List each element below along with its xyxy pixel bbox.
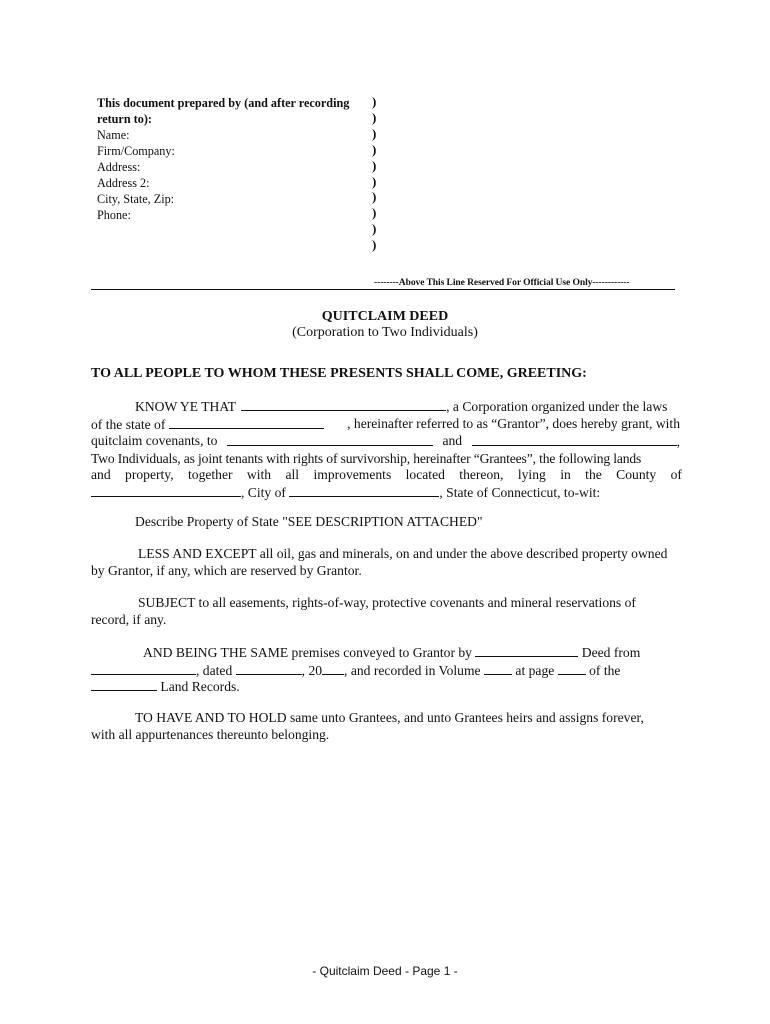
deed-from-blank[interactable]: [91, 662, 196, 675]
city-state-zip-field-label: City, State, Zip:: [97, 192, 175, 206]
conveyed-by-blank[interactable]: [475, 644, 578, 657]
year-blank[interactable]: [322, 662, 344, 675]
footer-suffix: -: [453, 964, 458, 978]
return-to-label: return to):: [97, 112, 152, 126]
land-records-text: Land Records.: [160, 679, 240, 695]
city-of-text: , City of: [241, 484, 286, 500]
greeting-heading: TO ALL PEOPLE TO WHOM THESE PRESENTS SHALL COME, GREETING:: [91, 366, 587, 381]
know-ye-line-2: [91, 416, 680, 434]
at-page-text: at page: [515, 662, 555, 678]
deed-from-text: Deed from: [581, 645, 641, 660]
corporation-text: , a Corporation organized under the laws: [446, 399, 668, 414]
paren: ): [372, 94, 377, 109]
document-title: QUITCLAIM DEED: [321, 309, 449, 324]
know-ye-line-4: Two Individuals, as joint tenants with rights of survivorship, hereinafter “Grantees”, the following lands: [91, 450, 642, 466]
being-same-line-3: [91, 679, 680, 696]
phone-field-label: Phone:: [97, 208, 131, 222]
less-except-line-1: LESS AND EXCEPT all oil, gas and minerals, on and under the above described property owned: [138, 546, 668, 561]
name-field-label: Name:: [97, 128, 130, 142]
paren: ): [372, 125, 377, 141]
know-ye-line-6: [91, 484, 680, 502]
paren: ): [372, 109, 377, 125]
habendum-paragraph: [91, 710, 680, 743]
know-ye-text: KNOW YE THAT: [135, 399, 236, 414]
being-same-paragraph: [91, 644, 680, 696]
page-number: Page 1: [412, 964, 451, 978]
habendum-line-1: [91, 710, 680, 727]
year-prefix-text: , 20: [301, 662, 323, 678]
know-ye-paragraph: [91, 398, 680, 502]
describe-property-text: Describe Property of State "SEE DESCRIPTION ATTACHED": [135, 514, 483, 529]
being-same-line-2: [91, 662, 680, 680]
paren: ): [372, 237, 377, 253]
less-except-line-2: by Grantor, if any, which are reserved by Grantor.: [91, 562, 362, 578]
paren: ): [372, 173, 377, 189]
paren: ): [372, 205, 377, 221]
quitclaim-covenants-text: quitclaim covenants, to: [91, 433, 218, 449]
page-blank[interactable]: [558, 662, 586, 675]
habendum-line-2: with all appurtenances thereunto belonging.: [91, 726, 330, 742]
grantor-referred-text: , hereinafter referred to as “Grantor”, does hereby grant, with: [347, 415, 680, 431]
conveyed-by-text: AND BEING THE SAME premises conveyed to Grantor by: [143, 645, 472, 660]
city-blank[interactable]: [289, 484, 439, 497]
know-ye-line-3: [91, 433, 680, 451]
subject-line-2: record, if any.: [91, 611, 167, 627]
paren-column: [372, 94, 376, 253]
subject-line-1: SUBJECT to all easements, rights-of-way, protective covenants and mineral reservations of: [138, 595, 636, 610]
state-of-connecticut-text: , State of Connecticut, to-wit:: [439, 484, 601, 500]
reserved-line-text: --------Above This Line Reserved For Official Use Only------------: [374, 277, 630, 288]
address-field-label: Address:: [97, 160, 141, 174]
paren: ): [372, 157, 377, 173]
of-the-text: of the: [589, 662, 621, 678]
firm-field-label: Firm/Company:: [97, 144, 175, 158]
know-ye-line-1: [91, 398, 680, 416]
prepared-by-label: This document prepared by (and after recording: [97, 96, 350, 110]
date-blank[interactable]: [236, 662, 302, 675]
footer-title: - Quitclaim Deed -: [312, 964, 409, 978]
preparer-block: [97, 95, 372, 223]
recording-divider: [91, 289, 675, 290]
paren: ): [372, 141, 377, 157]
document-subtitle: (Corporation to Two Individuals): [292, 325, 478, 340]
habendum-text: TO HAVE AND TO HOLD same unto Grantees, and unto Grantees heirs and assigns forever,: [135, 710, 644, 725]
town-blank[interactable]: [91, 680, 157, 691]
grantee-2-blank[interactable]: [472, 433, 677, 446]
state-of-text: of the state of: [91, 416, 166, 432]
grantor-name-blank[interactable]: [241, 398, 446, 411]
volume-blank[interactable]: [484, 662, 512, 675]
and-text: and: [442, 433, 463, 449]
address2-field-label: Address 2:: [97, 176, 150, 190]
subject-paragraph: [91, 595, 680, 628]
grantee-1-blank[interactable]: [227, 433, 433, 446]
paren: ): [372, 221, 377, 237]
page-footer: [0, 964, 770, 978]
being-same-line-1: [91, 644, 680, 662]
comma-text: ,: [676, 434, 680, 450]
dated-text: , dated: [196, 662, 233, 678]
less-except-paragraph: [91, 546, 680, 579]
recorded-volume-text: , and recorded in Volume: [344, 662, 481, 678]
county-blank[interactable]: [91, 484, 241, 497]
know-ye-line-5: and property, together with all improvements located thereon, lying in the County of: [91, 467, 682, 483]
state-blank[interactable]: [169, 416, 324, 429]
paren: ): [372, 189, 377, 205]
